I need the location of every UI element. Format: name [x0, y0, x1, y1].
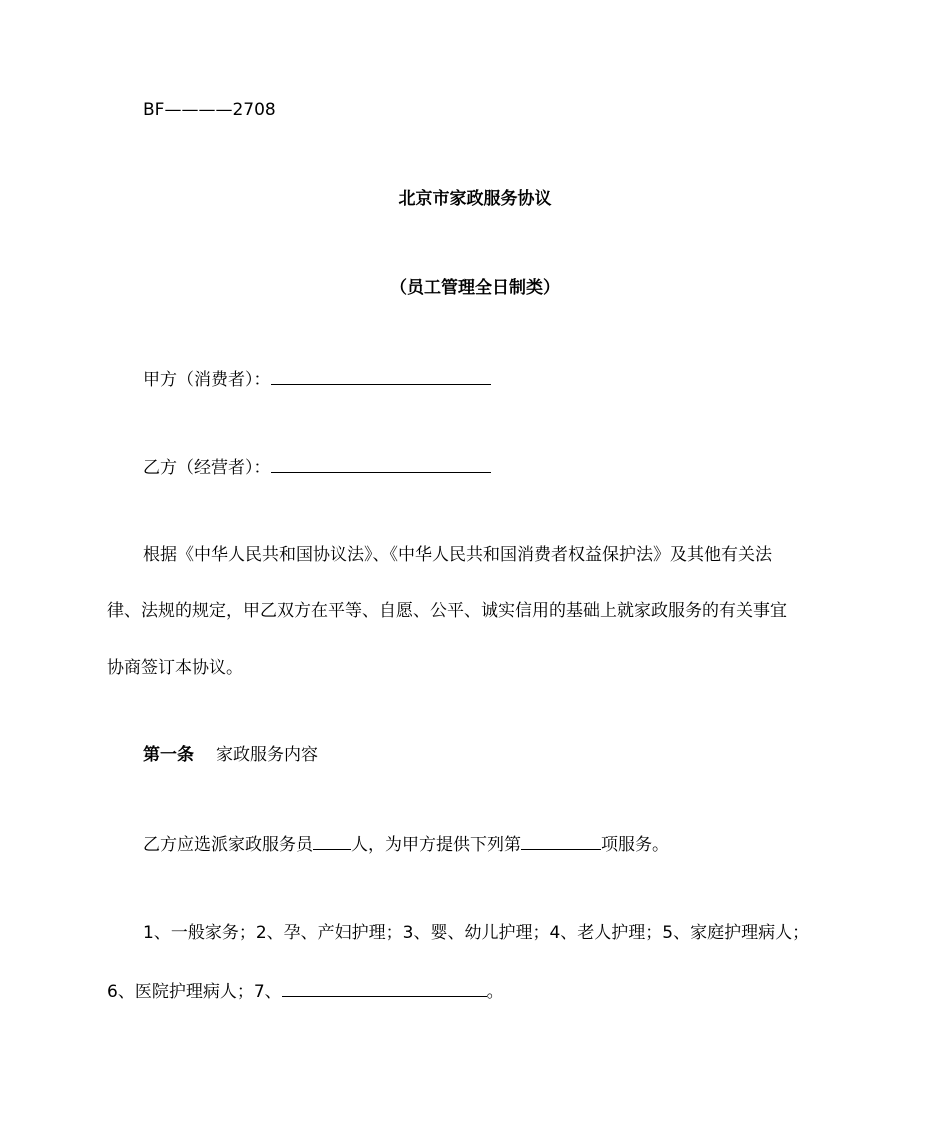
party-b-label: 乙方（经营者）： — [143, 458, 271, 478]
service-item-blank[interactable] — [521, 832, 601, 850]
intro-paragraph-line-1: 根据《中华人民共和国协议法》、《中华人民共和国消费者权益保护法》及其他有关法 — [143, 545, 772, 565]
article-1-title: 家政服务内容 — [216, 745, 318, 765]
document-title: 北京市家政服务协议 — [398, 189, 552, 209]
party-b-line — [143, 455, 491, 480]
intro-paragraph-line-3: 协商签订本协议。 — [107, 658, 243, 678]
staff-count-blank[interactable] — [313, 832, 351, 850]
service-items-line-1: 1、一般家务；2、孕、产妇护理；3、婴、幼儿护理；4、老人护理；5、家庭护理病人； — [143, 923, 810, 943]
service-items-end: 。 — [486, 982, 504, 1002]
assignment-text-2: 人，为甲方提供下列第 — [351, 835, 521, 855]
party-a-label: 甲方（消费者）： — [143, 370, 271, 390]
article-1-label: 第一条 — [143, 745, 194, 765]
assignment-text-1: 乙方应选派家政服务员 — [143, 835, 313, 855]
party-a-line — [143, 367, 491, 392]
assignment-text-3: 项服务。 — [601, 835, 669, 855]
service-items-text: 6、医院护理病人；7、 — [107, 982, 282, 1002]
article-1-heading — [143, 743, 318, 767]
assignment-line — [143, 832, 669, 857]
party-a-blank[interactable] — [271, 367, 491, 385]
document-subtitle: （员工管理全日制类） — [390, 278, 560, 298]
service-items-line-2 — [107, 979, 504, 1004]
document-code: BF————2708 — [143, 100, 276, 120]
intro-paragraph-line-2: 律、法规的规定，甲乙双方在平等、自愿、公平、诚实信用的基础上就家政服务的有关事宜 — [107, 601, 787, 621]
other-service-blank[interactable] — [282, 979, 487, 997]
party-b-blank[interactable] — [271, 455, 491, 473]
